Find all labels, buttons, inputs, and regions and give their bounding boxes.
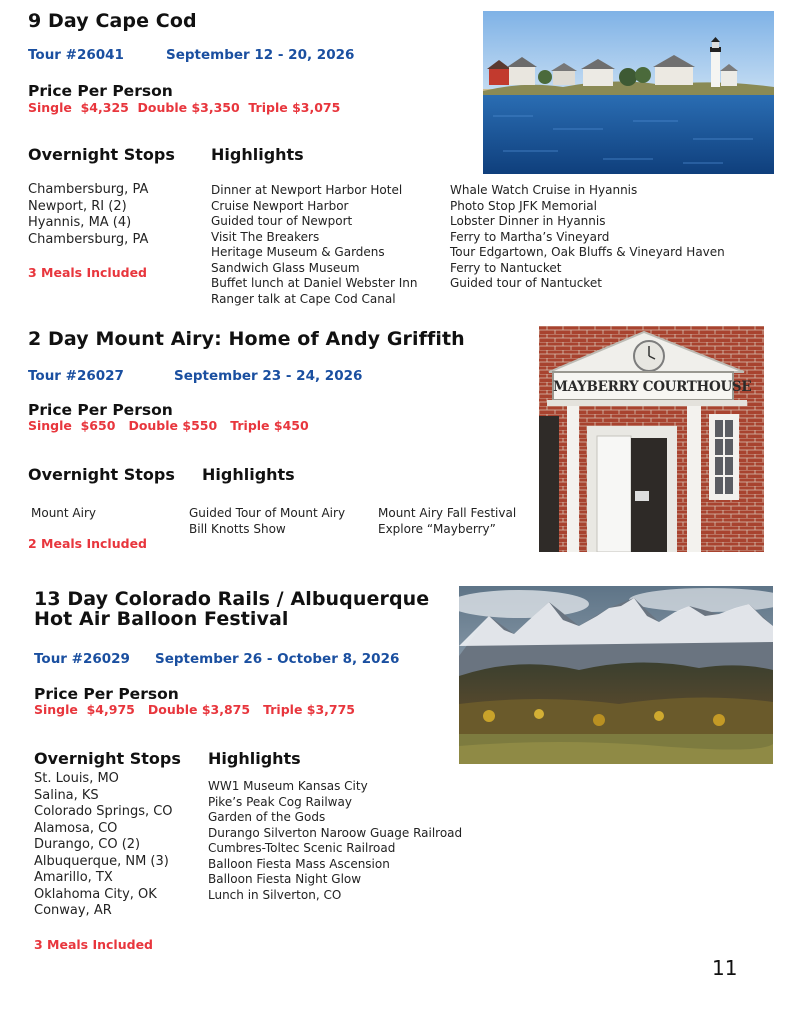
list-item: Visit The Breakers bbox=[211, 229, 320, 244]
list-item: Cruise Newport Harbor bbox=[211, 198, 349, 213]
tour-title: 2 Day Mount Airy: Home of Andy Griffith bbox=[28, 328, 465, 350]
meals-included: 3 Meals Included bbox=[34, 937, 153, 952]
overnight-stops-list bbox=[31, 506, 96, 522]
list-item: Conway, AR bbox=[34, 903, 112, 918]
list-item: Pike’s Peak Cog Railway bbox=[208, 794, 352, 809]
list-item: Lobster Dinner in Hyannis bbox=[450, 214, 606, 228]
tour-title-line1: 13 Day Colorado Rails / Albuquerque bbox=[34, 588, 430, 610]
list-item: Mount Airy bbox=[31, 506, 97, 520]
list-item: Bill Knotts Show bbox=[189, 521, 286, 536]
list-item: Photo Stop JFK Memorial bbox=[450, 198, 597, 213]
highlights-heading: Highlights bbox=[208, 749, 301, 768]
meals-included: 3 Meals Included bbox=[28, 265, 147, 280]
price-list: Single $4,975 Double $3,875 Triple $3,775 bbox=[34, 702, 356, 717]
list-item: Albuquerque, NM (3) bbox=[34, 853, 169, 869]
list-item: Buffet lunch at Daniel Webster Inn bbox=[211, 276, 418, 290]
list-item: Newport, RI (2) bbox=[28, 198, 127, 214]
price-list: Single $650 Double $550 Triple $450 bbox=[28, 418, 309, 433]
list-item: Ranger talk at Cape Cod Canal bbox=[211, 291, 396, 306]
courthouse-sign-text: MAYBERRY COURTHOUSE bbox=[553, 379, 752, 395]
list-item: Whale Watch Cruise in Hyannis bbox=[450, 183, 638, 197]
list-item: Durango, CO (2) bbox=[34, 837, 141, 852]
list-item: Ferry to Martha’s Vineyard bbox=[450, 229, 610, 244]
price-list: Single $4,325 Double $3,350 Triple $3,075 bbox=[28, 100, 341, 115]
highlights-heading: Highlights bbox=[202, 465, 295, 484]
tour-title-line2: Hot Air Balloon Festival bbox=[34, 608, 289, 630]
highlights-list-col1 bbox=[211, 183, 418, 307]
highlights-list-col2 bbox=[450, 183, 725, 292]
list-item: Alamosa, CO bbox=[34, 820, 118, 836]
overnight-stops-heading: Overnight Stops bbox=[28, 465, 175, 484]
tour-number: Tour #26027 bbox=[28, 368, 124, 384]
list-item: Chambersburg, PA bbox=[28, 182, 149, 197]
list-item: Balloon Fiesta Night Glow bbox=[208, 872, 362, 886]
tour-number: Tour #26041 bbox=[28, 47, 124, 63]
list-item: Salina, KS bbox=[34, 787, 99, 803]
price-heading: Price Per Person bbox=[28, 82, 173, 100]
list-item: Chambersburg, PA bbox=[28, 231, 149, 247]
list-item: Guided tour of Newport bbox=[211, 214, 353, 228]
list-item: Tour Edgartown, Oak Bluffs & Vineyard Haven bbox=[450, 245, 725, 259]
meals-included: 2 Meals Included bbox=[28, 536, 147, 551]
list-item: Guided tour of Nantucket bbox=[450, 276, 602, 290]
list-item: Dinner at Newport Harbor Hotel bbox=[211, 183, 403, 197]
list-item: Guided Tour of Mount Airy bbox=[189, 506, 346, 520]
list-item: Hyannis, MA (4) bbox=[28, 215, 132, 230]
list-item: WW1 Museum Kansas City bbox=[208, 779, 368, 793]
list-item: Amarillo, TX bbox=[34, 870, 113, 885]
page-number: 11 bbox=[712, 956, 738, 980]
tour-title: 9 Day Cape Cod bbox=[28, 10, 197, 32]
list-item: Cumbres-Toltec Scenic Railroad bbox=[208, 841, 396, 855]
list-item: Garden of the Gods bbox=[208, 810, 326, 824]
overnight-stops-list bbox=[28, 182, 148, 248]
highlights-list-col2 bbox=[378, 506, 516, 537]
list-item: Colorado Springs, CO bbox=[34, 804, 173, 819]
list-item: Balloon Fiesta Mass Ascension bbox=[208, 856, 390, 871]
price-heading: Price Per Person bbox=[28, 401, 173, 419]
list-item: Lunch in Silverton, CO bbox=[208, 887, 342, 902]
list-item: Heritage Museum & Gardens bbox=[211, 245, 385, 259]
list-item: Mount Airy Fall Festival bbox=[378, 506, 517, 520]
highlights-heading: Highlights bbox=[211, 145, 304, 164]
highlights-list-col1 bbox=[189, 506, 345, 537]
tour-dates: September 26 - October 8, 2026 bbox=[155, 651, 400, 667]
cape-cod-lighthouse-photo bbox=[483, 11, 774, 174]
price-heading: Price Per Person bbox=[34, 685, 179, 703]
list-item: Durango Silverton Naroow Guage Railroad bbox=[208, 825, 463, 840]
list-item: St. Louis, MO bbox=[34, 771, 119, 786]
list-item: Explore “Mayberry” bbox=[378, 521, 496, 536]
highlights-list-col1 bbox=[208, 779, 462, 903]
tour-number: Tour #26029 bbox=[34, 651, 130, 667]
overnight-stops-heading: Overnight Stops bbox=[34, 749, 181, 768]
colorado-mountains-photo bbox=[459, 586, 773, 764]
tour-dates: September 12 - 20, 2026 bbox=[166, 47, 355, 63]
overnight-stops-heading: Overnight Stops bbox=[28, 145, 175, 164]
list-item: Oklahoma City, OK bbox=[34, 886, 157, 902]
list-item: Ferry to Nantucket bbox=[450, 260, 562, 275]
mayberry-courthouse-photo bbox=[539, 326, 764, 552]
tour-dates: September 23 - 24, 2026 bbox=[174, 368, 363, 384]
overnight-stops-list bbox=[34, 771, 173, 920]
list-item: Sandwich Glass Museum bbox=[211, 260, 360, 275]
